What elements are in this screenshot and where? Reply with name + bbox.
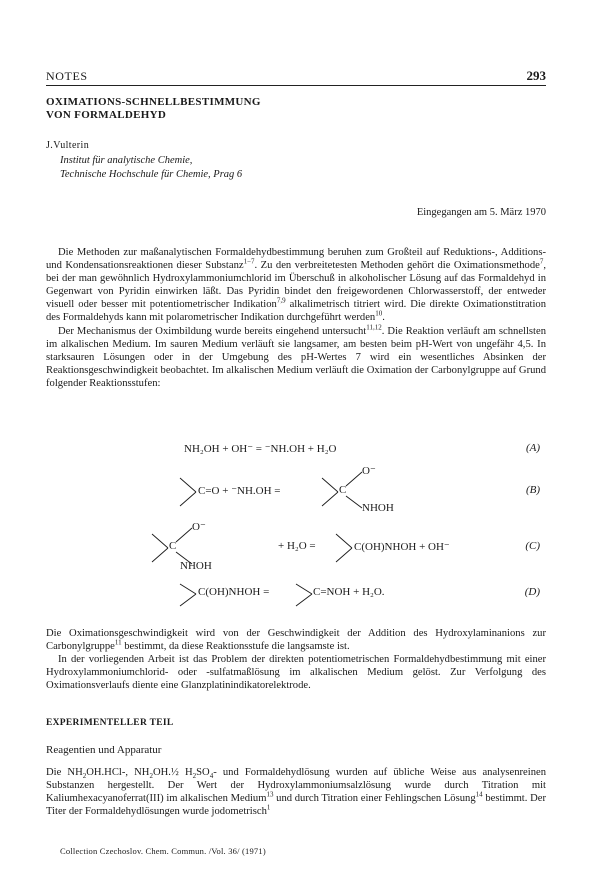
paragraph-5: Die $NH_2OH.HCl-$, $NH_2OH.\frac{1}{2}$ $H_2SO_4-$ und Formaldehydlösung wurden auf übliche Weise aus analysenreinen Substanzen hergestellt. Der Wert der Hydroxylammoniumsalzlösung wurde durch Titration mit Kaliumhexacyanoferrat(III) im alkalischen Medium$^{13}$ und durch Titration einer Fehlingschen Lösung$^{14}$ bestimmt. Der Titer der Formaldehydlösungen wurde jodometrisch$^1$ (46, 767, 546, 818)
equation-a: NH₂OH + OH⁻ = ⁻NH.OH + H₂O (A) (184, 442, 540, 455)
structural-bonds (46, 464, 546, 520)
header-rule (46, 85, 546, 86)
paragraph-2: Der Mechanismus der Oximbildung wurde bereits eingehend untersucht$^{11,12}$. Die Reaktion verläuft am schnellsten im alkalischen Medium. Im sauren Medium verläuft sie langsamer, am besten beim pH-Wert von ungefähr 4,5. In starksauren Lösungen oder in der Umgebung des pH-Wertes 7 wird ein wesentliches Absinken der Reaktionsgeschwindigkeit beobachtet. Im alkalischen Medium verläuft die Oximation der Carbonylgruppe auf Grund folgender Reaktionsstufen: (46, 323, 547, 389)
section-heading: EXPERIMENTELLER TEIL (46, 718, 174, 728)
paper-page (46, 0, 546, 896)
equation-label: (D) (524, 586, 540, 598)
paragraph-4: In der vorliegenden Arbeit ist das Problem der direkten potentiometrischen Formaldehydbestimmung mit einer Hydroxylammoniumchlorid- oder -sulfatmaßlösung im alkalischen Medium gelöst. Zur Verfolgung des Oximationsverlaufs diente eine Glanzplatinindikatorelektrode. (46, 654, 546, 692)
body-text-discussion (46, 627, 546, 692)
equation-b: C=O + ⁻NH.OH = O⁻ C NHOH (B) (46, 464, 546, 520)
equation-label: (C) (525, 540, 540, 552)
equation-label: (A) (525, 442, 540, 454)
section-label: NOTES (46, 69, 88, 83)
paragraph-3: Die Oximationsgeschwindigkeit wird von der Geschwindigkeit der Addition des Hydroxylaminanions zur Carbonylgruppe$^{11}$ bestimmt, da diese Reaktionsstufe die langsamste ist. (46, 628, 546, 653)
body-text-intro (46, 246, 546, 390)
received-date: Eingegangen am 5. März 1970 (416, 207, 546, 218)
affiliation: Institut für analytische Chemie, Technische Hochschule für Chemie, Prag 6 (60, 155, 243, 180)
author-name: J.Vulterin (46, 140, 90, 151)
body-text-experimental (46, 766, 546, 818)
page-number: 293 (526, 68, 546, 83)
journal-footer: Collection Czechoslov. Chem. Commun. /Vol. 36/ (1971) (60, 846, 266, 856)
equation-c: O⁻ C NHOH + H₂O = C(OH)NHOH + OH⁻ (C) (46, 522, 546, 578)
equation-d: C(OH)NHOH = C=NOH + H₂O. (D) (46, 580, 546, 624)
running-head (46, 64, 546, 84)
equation-label: (B) (525, 484, 540, 496)
structural-bonds (46, 580, 546, 624)
paragraph-1: Die Methoden zur maßanalytischen Formaldehydbestimmung beruhen zum Großteil auf Reduktions-, Additions- und Kondensationsreaktionen dieser Substanz$^{1-7}$. Zu den verbreitetesten Methoden gehört die Oximationsmethode$^7$, bei der man gewöhnlich Hydroxylammoniumchlorid im Überschuß in alkoholischer Lösung auf das Formaldehyd in Gegenwart von Pyridin einwirken läßt. Das Pyridin bindet den freigewordenen Chlorwasserstoff, der entweder visuell oder besser mit potentiometrischer Indikation$^{7,9}$ alkalimetrisch titriert wird. Die direkte Oximationstitration des Formaldehyds kann mit polarometrischer Indikation durchgeführt werden$^{10}$. (46, 247, 546, 324)
article-title: OXIMATIONS-SCHNELLBESTIMMUNG VON FORMALDEHYD (46, 96, 261, 121)
subsection-heading: Reagentien und Apparatur (46, 744, 162, 756)
